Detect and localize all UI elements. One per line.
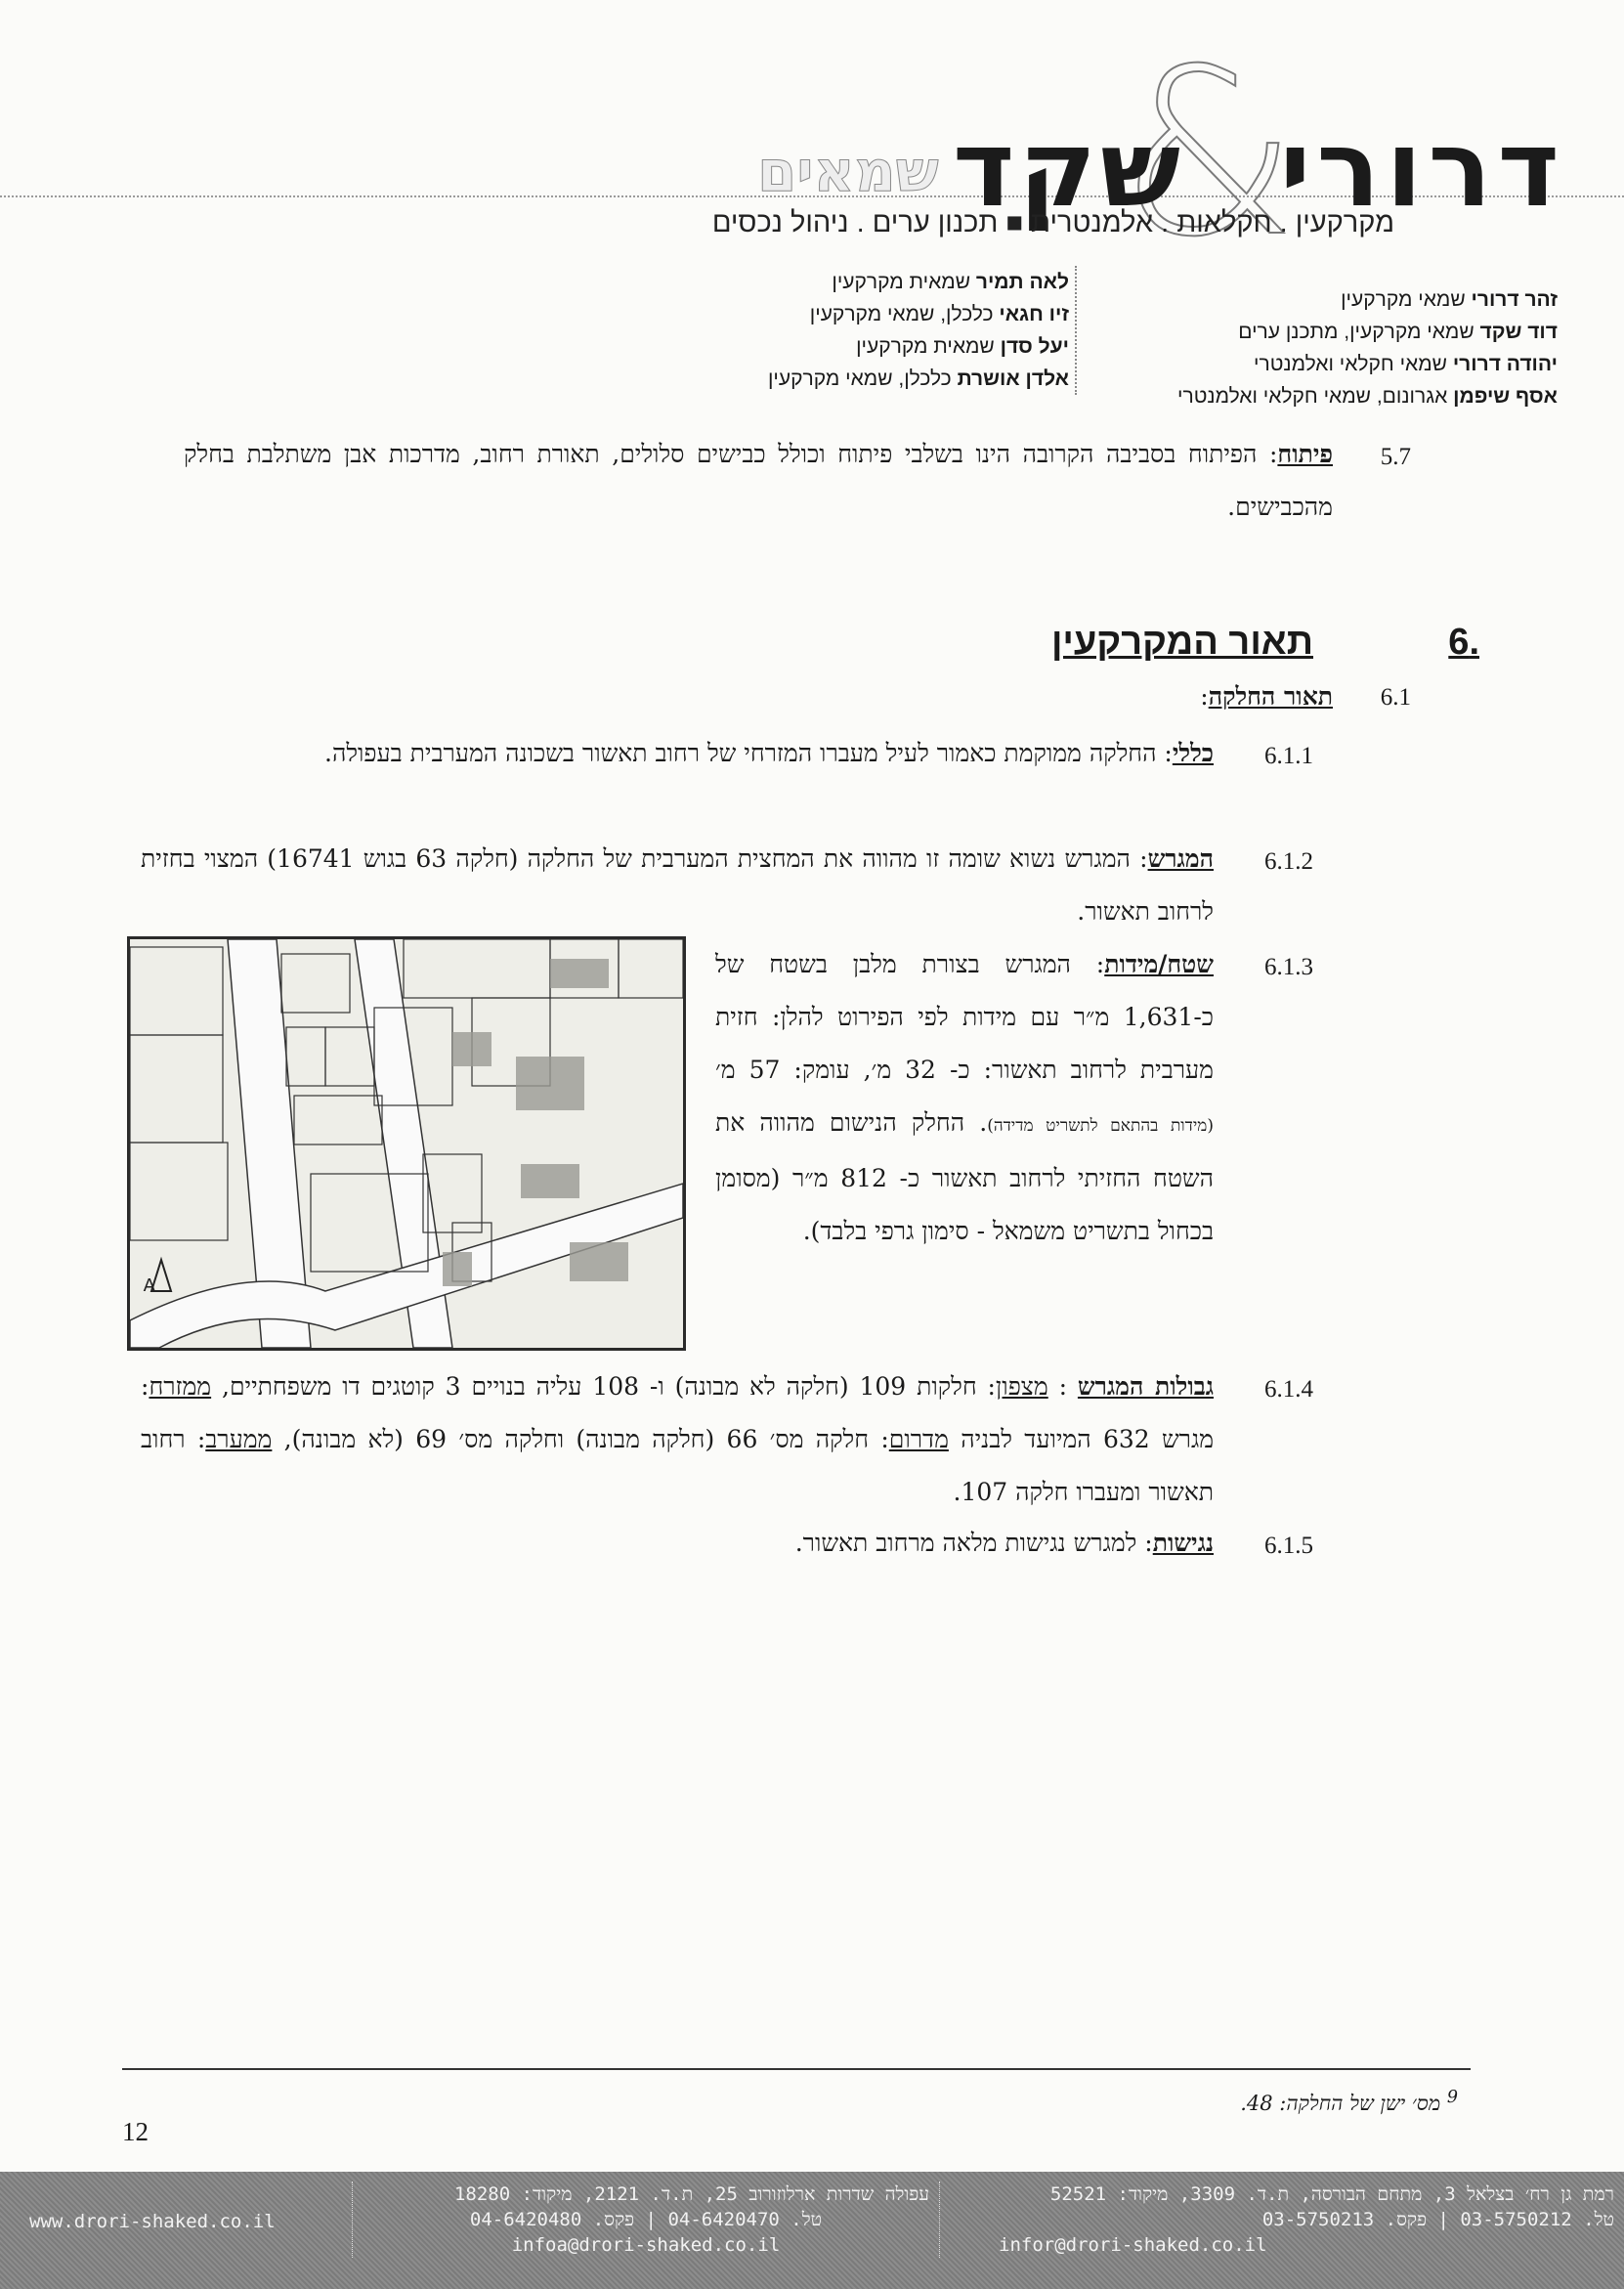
north-arrow-icon: A bbox=[143, 1275, 155, 1296]
staff-item: לאה תמיר שמאית מקרקעין bbox=[832, 271, 1069, 293]
parcel-map-drawing bbox=[130, 939, 683, 1348]
section-text: : המגרש בצורת מלבן בשטח של כ-1,631 מ״ר עם מידות לפי הפירוט להלן: חזית מערבית לרחוב תאשור: כ- 32 מ׳, עומק: 57 מ׳ bbox=[715, 950, 1214, 1084]
section-number: 5.7 bbox=[1380, 444, 1411, 470]
section-6-1-4: גבולות המגרש : מצפון: חלקות 109 (חלקה לא מבונה) ו- 108 עליה בנויים 3 קוטגים דו משפחתיים, ממזרח: מגרש 632 המיועד לבניה מדרום: חלקה מס׳ 66 (חלקה מבונה) וחלקה מס׳ 69 (לא מבונה), ממערב: רחוב תאשור ומעברו חלקה 107. bbox=[141, 1372, 1215, 1506]
footnote-mark: 9 bbox=[1446, 2088, 1458, 2107]
footnote-divider bbox=[122, 2068, 1471, 2070]
section-number: 6.1.1 bbox=[1264, 743, 1313, 769]
section-text: : החלקה ממוקמת כאמור לעיל מעברו המזרחי של רחוב תאשור בשכונה המערבית בעפולה. bbox=[324, 739, 1173, 767]
section-label: המגרש bbox=[1147, 844, 1214, 873]
footer-afula: עפולה שדרות ארלוזורוב 25, ת.ד. 2121, מיקוד: 18280 טל. 04-6420470 | פקס. 04-6420480 infoa@drori-shaked.co.il bbox=[352, 2181, 940, 2258]
section-label: שטח/מידות bbox=[1104, 950, 1214, 978]
section-number: 6.1.3 bbox=[1264, 954, 1313, 980]
logo-ampersand: & bbox=[1119, 21, 1299, 287]
section-6-1-1 bbox=[141, 727, 1214, 780]
section-label: תאור החלקה bbox=[1208, 682, 1333, 711]
section-label: נגישות bbox=[1152, 1529, 1214, 1557]
staff-item: יעל סדן שמאית מקרקעין bbox=[856, 335, 1069, 358]
section-label: כללי bbox=[1172, 739, 1214, 767]
section-text: : המגרש נשוא שומה זו מהווה את המחצית המערבית של החלקה (חלקה 63 בגוש 16741) המצוי בחזית לרחוב תאשור. bbox=[141, 844, 1214, 926]
section-6-1-2 bbox=[141, 833, 1214, 938]
section-6-1-3 bbox=[715, 938, 1214, 1258]
section-6-1: תאור החלקה: bbox=[1200, 682, 1333, 711]
section-number: 6.1 bbox=[1380, 684, 1411, 711]
section-text: : הפיתוח בסביבה הקרובה הינו בשלבי פיתוח וכולל כבישים סלולים, תאורת רחוב, מדרכות אבן משתלבת בחלק מהכבישים. bbox=[184, 440, 1333, 521]
section-small-text: (מידות בהתאם לתשריט מדידה) bbox=[987, 1116, 1214, 1136]
section-5-7 bbox=[184, 428, 1333, 534]
section-number: 6.1.5 bbox=[1264, 1533, 1313, 1559]
direction-north: מצפון bbox=[995, 1372, 1048, 1401]
section-6-number: .6 bbox=[1448, 622, 1479, 663]
staff-list-left bbox=[649, 266, 1077, 395]
staff-list-right bbox=[1098, 283, 1558, 412]
direction-east: ממזרח bbox=[149, 1372, 212, 1401]
section-6-1-5 bbox=[141, 1517, 1214, 1570]
direction-west: ממערב bbox=[205, 1425, 273, 1453]
direction-south: מדרום bbox=[888, 1425, 949, 1453]
section-label: פיתוח bbox=[1277, 440, 1333, 468]
logo-smaim: שמאים bbox=[757, 138, 939, 204]
parcel-map-image bbox=[127, 936, 686, 1351]
page-number: 12 bbox=[122, 2117, 149, 2146]
footnote: $^9$ מס׳ ישן של החלקה: 48. bbox=[1240, 2088, 1458, 2115]
section-text: . החלק הנישום מהווה את השטח החזיתי לרחוב תאשור כ- 812 מ״ר (מסומן בכחול בתשריט משמאל - סימון גרפי בלבד). bbox=[715, 1108, 1215, 1245]
staff-item: אסף שיפמן אגרונום, שמאי חקלאי ואלמנטרי bbox=[1177, 385, 1558, 408]
staff-item: יהודה דרורי שמאי חקלאי ואלמנטרי bbox=[1254, 353, 1558, 375]
section-number: 6.1.4 bbox=[1264, 1376, 1313, 1403]
footer-website-link[interactable]: www.drori-shaked.co.il bbox=[29, 2211, 276, 2232]
logo-shaked: שקד bbox=[953, 108, 1184, 231]
footer-ramat-gan: רמת גן רח׳ בצלאל 3, מתחם הבורסה, ת.ד. 3309, מיקוד: 52521 טל. 03-5750212 | פקס. 03-5750213 infor@drori-shaked.co.il bbox=[999, 2183, 1614, 2256]
staff-item: דוד שקד שמאי מקרקעין, מתכנן ערים bbox=[1238, 321, 1558, 343]
staff-item: זיו חגאי כלכלן, שמאי מקרקעין bbox=[809, 303, 1069, 325]
staff-item: אלדן אושרת כלכלן, שמאי מקרקעין bbox=[767, 367, 1069, 390]
section-label: גבולות המגרש bbox=[1077, 1372, 1215, 1401]
company-tagline: מקרקעין . חקלאות . אלמנטרית ■ תכנון ערים . ניהול נכסים bbox=[711, 207, 1394, 238]
section-number: 6.1.2 bbox=[1264, 848, 1313, 875]
logo-drori: דרורי bbox=[1279, 108, 1565, 231]
staff-item: זהר דרורי שמאי מקרקעין bbox=[1341, 288, 1558, 311]
section-6-title: תאור המקרקעין bbox=[1050, 622, 1313, 663]
section-text: : למגרש נגישות מלאה מרחוב תאשור. bbox=[794, 1529, 1153, 1557]
